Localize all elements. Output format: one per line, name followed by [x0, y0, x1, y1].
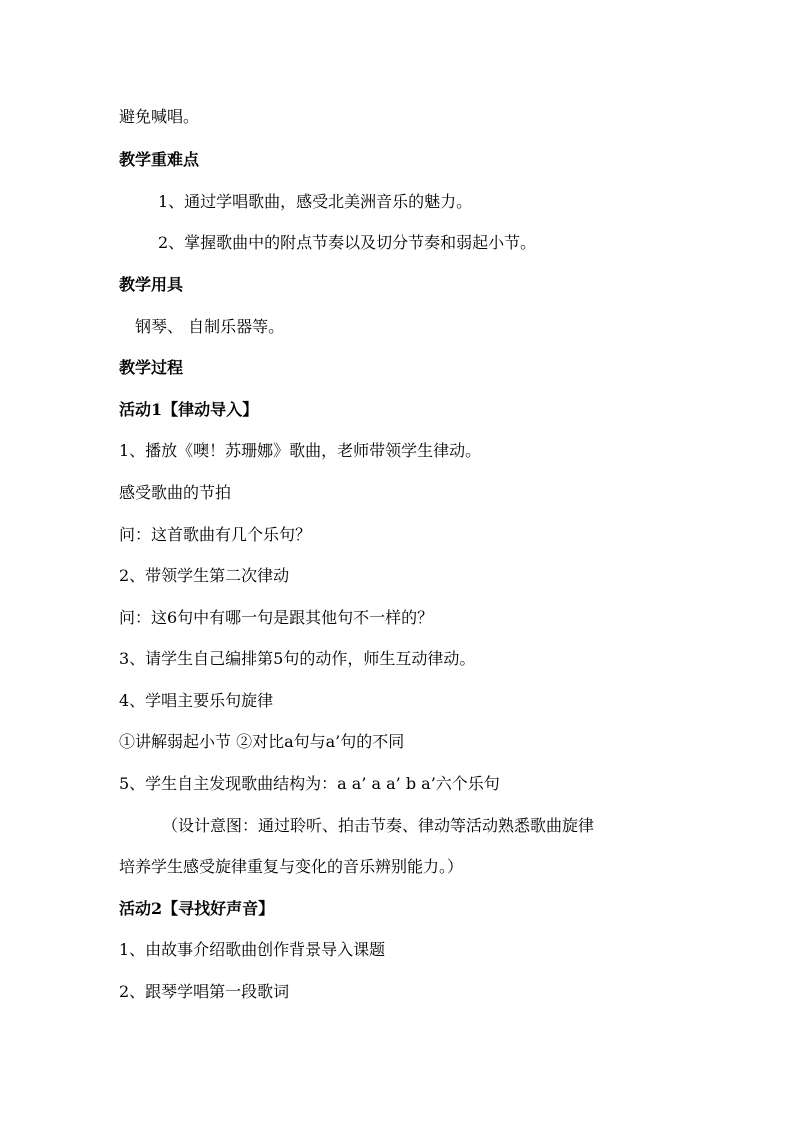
text-line: 2、跟琴学唱第一段歌词: [119, 982, 290, 1001]
design-intent-line: （设计意图：通过聆听、拍击节奏、律动等活动熟悉歌曲旋律: [162, 816, 595, 835]
text-line: ①讲解弱起小节 ②对比a句与a’句的不同: [119, 732, 405, 751]
design-intent-line: 培养学生感受旋律重复与变化的音乐辨别能力。）: [119, 857, 464, 876]
activity-heading: 活动1【律动导入】: [119, 400, 259, 419]
text-line: 4、学唱主要乐句旋律: [119, 691, 274, 710]
text-line: 1、由故事介绍歌曲创作背景导入课题: [119, 940, 386, 959]
activity-heading: 活动2【寻找好声音】: [119, 899, 275, 918]
section-heading: 教学重难点: [119, 150, 200, 169]
text-line: 避免喊唱。: [119, 107, 200, 126]
section-heading: 教学用具: [119, 275, 184, 294]
text-line: 2、带领学生第二次律动: [119, 566, 290, 585]
text-line: 5、学生自主发现歌曲结构为：a a’ a a’ b a’六个乐句: [119, 774, 500, 793]
text-line: 问：这首歌曲有几个乐句？: [119, 525, 312, 544]
text-line: 钢琴、 自制乐器等。: [135, 317, 285, 336]
list-item: 2、掌握歌曲中的附点节奏以及切分节奏和弱起小节。: [158, 233, 537, 252]
text-line: 3、请学生自己编排第5句的动作，师生互动律动。: [119, 649, 476, 668]
text-line: 感受歌曲的节拍: [119, 483, 232, 502]
text-line: 问：这6句中有哪一句是跟其他句不一样的？: [119, 608, 434, 627]
text-line: 1、播放《噢！苏珊娜》歌曲，老师带领学生律动。: [119, 441, 482, 460]
section-heading: 教学过程: [119, 358, 184, 377]
list-item: 1、通过学唱歌曲，感受北美洲音乐的魅力。: [158, 192, 473, 211]
